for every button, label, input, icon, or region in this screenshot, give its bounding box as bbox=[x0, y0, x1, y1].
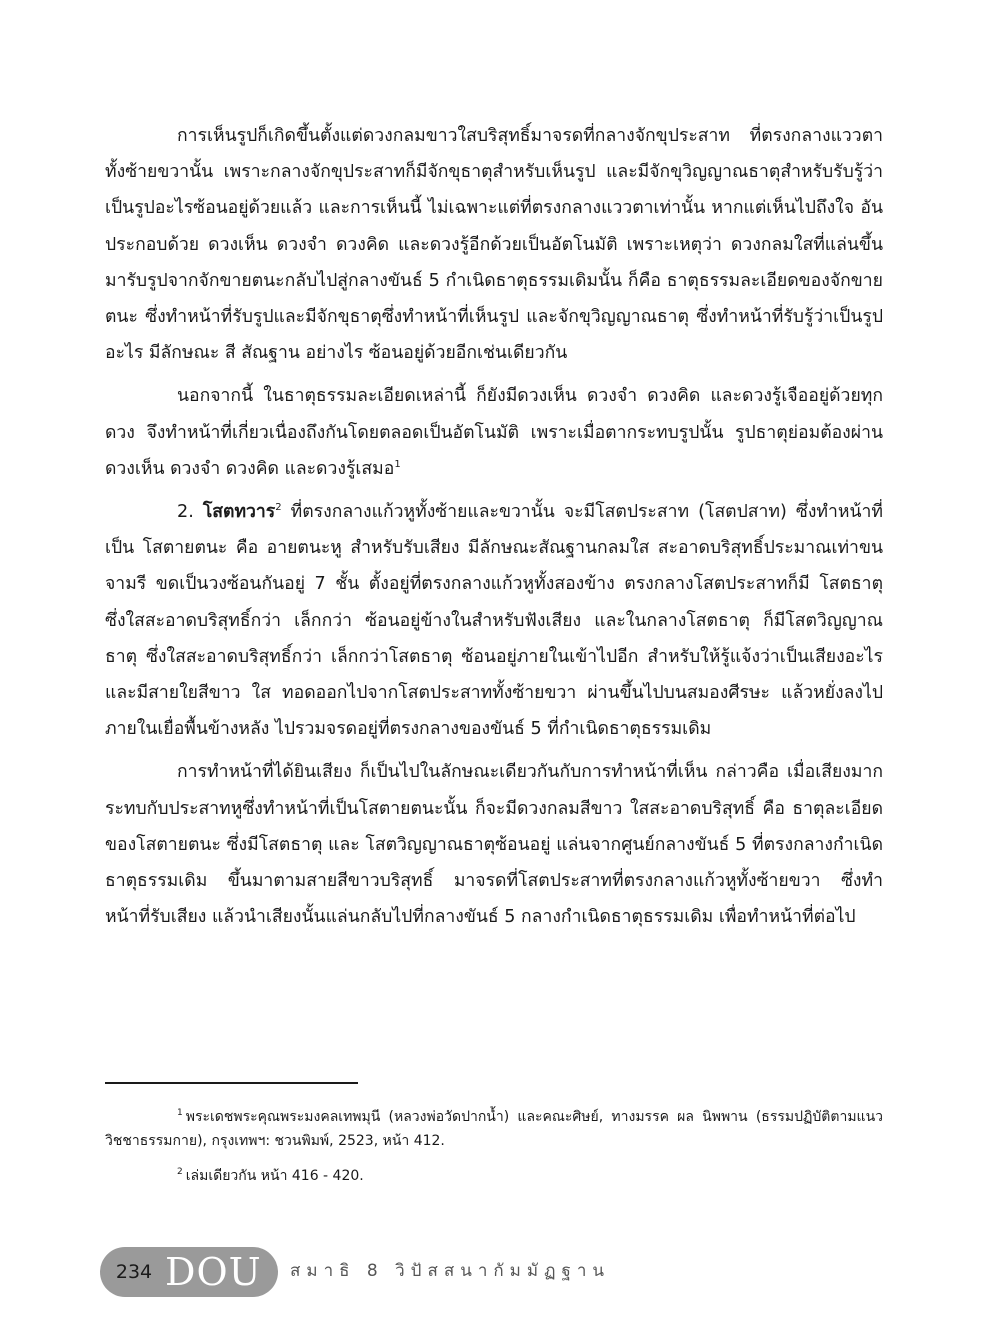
paragraph-2 bbox=[105, 378, 883, 487]
footnote-1 bbox=[105, 1105, 883, 1153]
section-number: 2. bbox=[177, 502, 203, 523]
footnote-ref-1[interactable]: 1 bbox=[394, 458, 401, 470]
paragraph-2-text: นอกจากนี้ ในธาตุธรรมละเอียดเหล่านี้ ก็ยังมีดวงเห็น ดวงจำ ดวงคิด และดวงรู้เจืออยู่ด้วยทุกดวง จึงทำหน้าที่เกี่ยวเนื่องถึงกันโดยตลอดเป็นอัตโนมัติ เพราะเมื่อตากระทบรูปนั้น รูปธาตุย่อมต้องผ่านดวงเห็น ดวงจำ ดวงคิด และดวงรู้เสมอ bbox=[105, 386, 883, 479]
paragraph-1: การเห็นรูปก็เกิดขึ้นตั้งแต่ดวงกลมขาวใสบริสุทธิ์มาจรดที่กลางจักขุประสาท ที่ตรงกลางแววตาทั้งซ้ายขวานั้น เพราะกลางจักขุประสาทก็มีจักขุธาตุสำหรับเห็นรูป และมีจักขุวิญญาณธาตุสำหรับรับรู้ว่าเป็นรูปอะไรซ้อนอยู่ด้วยแล้ว และการเห็นนี้ ไม่เฉพาะแต่ที่ตรงกลางแววตาเท่านั้น หากแต่เห็นไปถึงใจ อันประกอบด้วย ดวงเห็น ดวงจำ ดวงคิด และดวงรู้อีกด้วยเป็นอัตโนมัติ เพราะเหตุว่า ดวงกลมใสที่แล่นขึ้นมารับรูปจากจักขายตนะกลับไปสู่กลางขันธ์ 5 กำเนิดธาตุธรรมเดิมนั้น ก็คือ ธาตุธรรมละเอียดของจักขายตนะ ซึ่งทำหน้าที่รับรูปและมีจักขุธาตุซึ่งทำหน้าที่เห็นรูป และจักขุวิญญาณธาตุ ซึ่งทำหน้าที่รับรู้ว่าเป็นรูปอะไร มีลักษณะ สี สัณฐาน อย่างไร ซ้อนอยู่ด้วยอีกเช่นเดียวกัน bbox=[105, 126, 883, 364]
brand-logo-text: DOU bbox=[165, 1250, 262, 1294]
footnotes bbox=[105, 1105, 883, 1199]
footnote-ref-2[interactable]: 2 bbox=[275, 502, 282, 514]
footnote-2 bbox=[105, 1164, 883, 1188]
footnote-mark: 1 bbox=[177, 1108, 183, 1119]
paragraph-4: การทำหน้าที่ได้ยินเสียง ก็เป็นไปในลักษณะเดียวกันกับการทำหน้าที่เห็น กล่าวคือ เมื่อเสียงมากระทบกับประสาทหูซึ่งทำหน้าที่เป็นโสตายตนะนั้น ก็จะมีดวงกลมสีขาว ใสสะอาดบริสุทธิ์ คือ ธาตุละเอียดของโสตายตนะ ซึ่งมีโสตธาตุ และ โสตวิญญาณธาตุซ้อนอยู่ แล่นจากศูนย์กลางขันธ์ 5 ที่ตรงกลางกำเนิดธาตุธรรมเดิม ขึ้นมาตามสายสีขาวบริสุทธิ์ มาจรดที่โสตประสาทที่ตรงกลางแก้วหูทั้งซ้ายขวา ซึ่งทำหน้าที่รับเสียง แล้วนำเสียงนั้นแล่นกลับไปที่กลางขันธ์ 5 กลางกำเนิดธาตุธรรมเดิม เพื่อทำหน้าที่ต่อไป bbox=[105, 762, 883, 928]
footnote-text: เล่มเดียวกัน หน้า 416 - 420. bbox=[185, 1168, 364, 1184]
footnote-divider bbox=[105, 1082, 358, 1084]
page-number: 234 bbox=[115, 1261, 153, 1283]
section-term: โสตทวาร bbox=[202, 502, 276, 523]
paragraph-3-text: ที่ตรงกลางแก้วหูทั้งซ้ายและขวานั้น จะมีโสตประสาท (โสตปสาท) ซึ่งทำหน้าที่เป็น โสตายตนะ คือ อายตนะหู สำหรับรับเสียง มีลักษณะสัณฐานกลมใส สะอาดบริสุทธิ์ประมาณเท่าขนจามรี ขดเป็นวงซ้อนกันอยู่ 7 ชั้น ตั้งอยู่ที่ตรงกลางแก้วหูทั้งสองข้าง ตรงกลางโสตประสาทก็มี โสตธาตุ ซึ่งใสสะอาดบริสุทธิ์กว่า เล็กกว่า ซ้อนอยู่ข้างในสำหรับฟังเสียง และในกลางโสตธาตุ ก็มีโสตวิญญาณธาตุ ซึ่งใสสะอาดบริสุทธิ์กว่า เล็กกว่าโสตธาตุ ซ้อนอยู่ภายในเข้าไปอีก สำหรับให้รู้แจ้งว่าเป็นเสียงอะไร และมีสายใยสีขาว ใส ทอดออกไปจากโสตประสาททั้งซ้ายขวา ผ่านขึ้นไปบนสมองศีรษะ แล้วหยั่งลงไปภายในเยื่อพื้นข้างหลัง ไปรวมจรดอยู่ที่ตรงกลางของขันธ์ 5 ที่กำเนิดธาตุธรรมเดิม bbox=[105, 502, 883, 740]
footnote-text: พระเดชพระคุณพระมงคลเทพมุนี (หลวงพ่อวัดปากน้ำ) และคณะศิษย์, ทางมรรค ผล นิพพาน (ธรรมปฏิบัติตามแนววิชชาธรรมกาย), กรุงเทพฯ: ชวนพิมพ์, 2523, หน้า 412. bbox=[105, 1109, 883, 1149]
footnote-mark: 2 bbox=[177, 1167, 183, 1178]
book-title: สมาธิ 8 วิปัสสนากัมมัฏฐาน bbox=[290, 1261, 611, 1281]
main-text bbox=[105, 118, 883, 942]
paragraph-3 bbox=[105, 494, 883, 747]
